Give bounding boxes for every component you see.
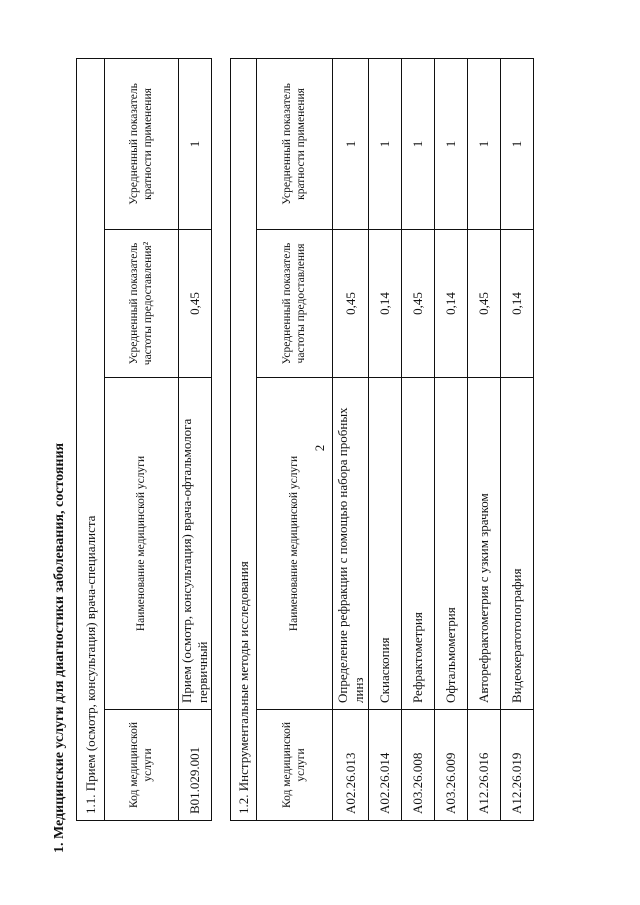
table1-subtitle: 1.1. Прием (осмотр, консультация) врача-специалиста [77, 58, 105, 820]
header-code: Код медицинской услуги [105, 710, 179, 821]
header-name: Наименование медицинской услуги [105, 378, 179, 710]
table2-subtitle: 1.2. Инструментальные методы исследования [231, 58, 257, 820]
section-title: 1. Медицинские услуги для диагностики заболевания, состояния [52, 442, 67, 853]
header-name: Наименование медицинской услуги [257, 378, 333, 710]
table-row: B01.029.001 Прием (осмотр, консультация) врача-офтальмолога первичный 0,45 1 [179, 58, 212, 820]
table-row: A12.26.019 Видеокератотопография 0,14 1 [501, 58, 534, 820]
page-number: 2 [312, 444, 327, 452]
table-instrumental [230, 58, 534, 821]
table-row: A03.26.008 Рефрактометрия 0,45 1 [402, 58, 435, 820]
table-consultation [76, 58, 212, 821]
header-frequency: Усредненный показатель частоты предоставления² [105, 230, 179, 378]
table-row: A02.26.013 Определение рефракции с помощью набора пробных линз 0,45 1 [333, 58, 369, 820]
table-row: A03.26.009 Офтальмометрия 0,14 1 [435, 58, 468, 820]
header-multiplicity: Усредненный показатель кратности применения [105, 58, 179, 229]
table-row: A12.26.016 Авторефрактометрия с узким зрачком 0,45 1 [468, 58, 501, 820]
rotated-page-content [52, 61, 612, 861]
table-row: A02.26.014 Скиаскопия 0,14 1 [369, 58, 402, 820]
header-frequency: Усредненный показатель частоты предоставления [257, 230, 333, 378]
header-multiplicity: Усредненный показатель кратности применения [257, 58, 333, 229]
header-code: Код медицинской услуги [257, 710, 333, 821]
